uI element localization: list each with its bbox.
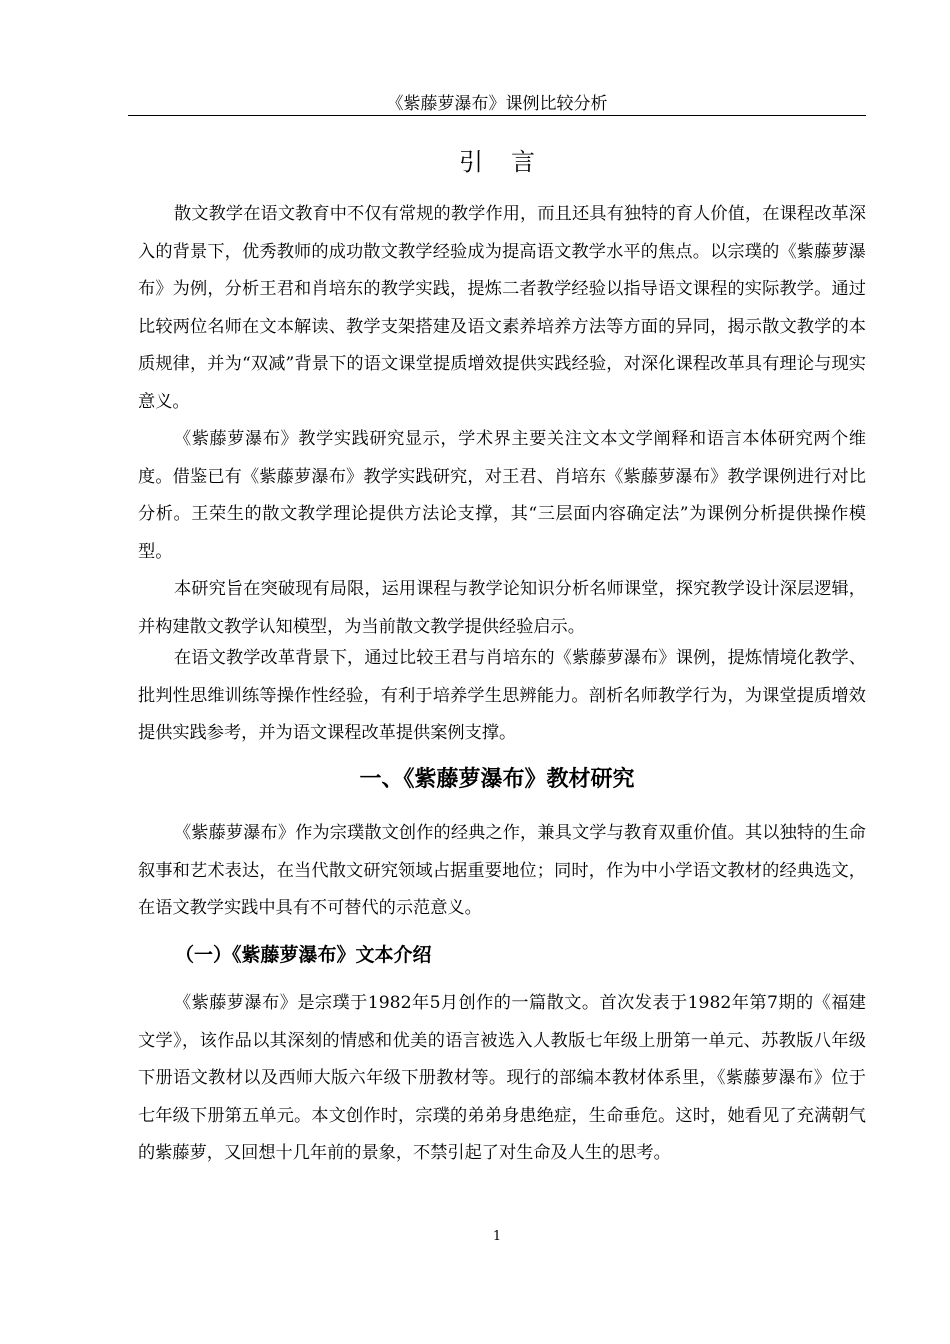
section-paragraph: 《紫藤萝瀑布》作为宗璞散文创作的经典之作，兼具文学与教育双重价值。其以独特的生命叙事和艺术表达，在当代散文研究领域占据重要地位；同时，作为中小学语文教材的经典选文，在语文教学实践中具有不可替代的示范意义。 [138, 823, 866, 919]
page-number: 1 [492, 1229, 502, 1244]
intro-paragraph-1: 散文教学在语文教育中不仅有常规的教学作用，而且还具有独特的育人价值，在课程改革深入的背景下，优秀教师的成功散文教学经验成为提高语文教学水平的焦点。以宗璞的《紫藤萝瀑布》为例，分析王君和肖培东的教学实践，提炼二者教学经验以指导语文课程的实际教学。通过比较两位名师在文本解读、教学支架搭建及语文素养培养方法等方面的异同，揭示散文教学的本质规律，并为“双减”背景下的语文课堂提质增效提供实践经验，对深化课程改革具有理论与现实意义。 [138, 204, 866, 412]
intro-paragraph-4: 在语文教学改革背景下，通过比较王君与肖培东的《紫藤萝瀑布》课例，提炼情境化教学、批判性思维训练等操作性经验，有利于培养学生思辨能力。剖析名师教学行为，为课堂提质增效提供实践参考，并为语文课程改革提供案例支撑。 [138, 648, 866, 744]
running-header: 《紫藤萝瀑布》课例比较分析 [386, 94, 608, 114]
header-rule [128, 115, 866, 116]
subsection-paragraph: 《紫藤萝瀑布》是宗璞于1982年5月创作的一篇散文。首次发表于1982年第7期的《福建文学》，该作品以其深刻的情感和优美的语言被选入人教版七年级上册第一单元、苏教版八年级下册语文教材以及西师大版六年级下册教材等。现行的部编本教材体系里，《紫藤萝瀑布》位于七年级下册第五单元。本文创作时，宗璞的弟弟身患绝症，生命垂危。这时，她看见了充满朝气的紫藤萝，又回想十几年前的景象，不禁引起了对生命及人生的思考。 [138, 993, 866, 1164]
page-title: 引言 [459, 148, 563, 176]
section-heading: 一、《紫藤萝瀑布》教材研究 [359, 767, 635, 792]
intro-paragraph-2: 《紫藤萝瀑布》教学实践研究显示，学术界主要关注文本文学阐释和语言本体研究两个维度。借鉴已有《紫藤萝瀑布》教学实践研究，对王君、肖培东《紫藤萝瀑布》教学课例进行对比分析。王荣生的散文教学理论提供方法论支撑，其“三层面内容确定法”为课例分析提供操作模型。 [138, 429, 866, 562]
subsection-heading: （一）《紫藤萝瀑布》文本介绍 [175, 944, 432, 966]
intro-paragraph-3: 本研究旨在突破现有局限，运用课程与教学论知识分析名师课堂，探究教学设计深层逻辑，并构建散文教学认知模型，为当前散文教学提供经验启示。 [138, 579, 866, 637]
